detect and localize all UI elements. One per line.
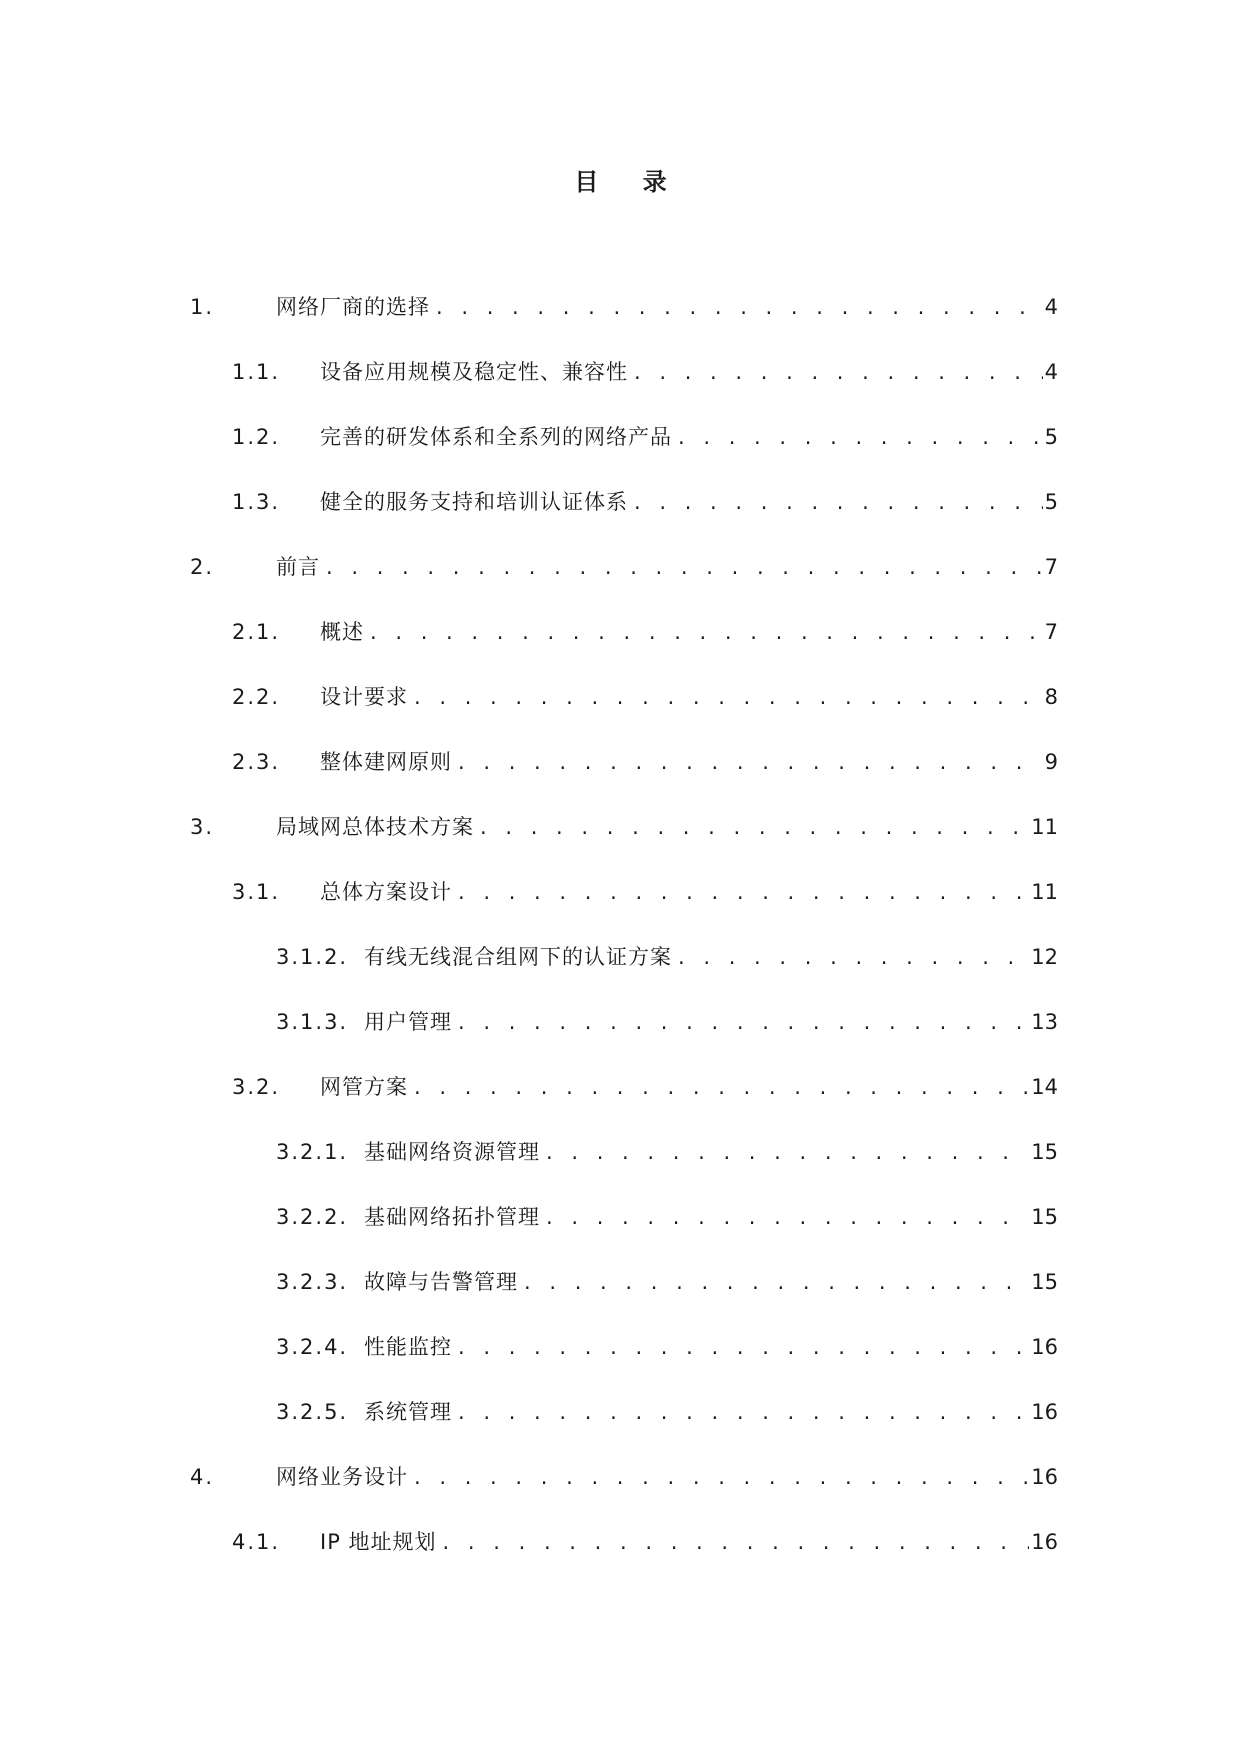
- toc-entry-page: 14: [1031, 1075, 1058, 1099]
- toc-entry-page: 5: [1044, 490, 1058, 514]
- toc-entry-number: 3.: [190, 815, 215, 839]
- toc-entry-label: 基础网络资源管理: [364, 1140, 540, 1164]
- toc-entry-page: 7: [1044, 620, 1058, 644]
- toc-dot-leader: [678, 422, 1043, 452]
- toc-dot-leader: [480, 812, 1029, 842]
- toc-entry-label: 用户管理: [364, 1010, 452, 1034]
- toc-entry-number: 3.2.4.: [276, 1335, 349, 1359]
- toc-entry-label: 故障与告警管理: [364, 1270, 518, 1294]
- toc-dot-leader: [414, 1072, 1029, 1102]
- toc-entry-label: 整体建网原则: [320, 750, 452, 774]
- toc-entry-number: 2.3.: [232, 750, 281, 774]
- toc-entry-page: 16: [1031, 1335, 1058, 1359]
- toc-entry-label: 前言: [276, 555, 320, 579]
- toc-entry[interactable]: [0, 487, 1241, 552]
- toc-entry-page: 16: [1031, 1530, 1058, 1554]
- toc-dot-leader: [443, 1527, 1030, 1557]
- toc-entry[interactable]: [0, 1462, 1241, 1527]
- toc-entry-label: IP 地址规划: [320, 1530, 437, 1554]
- toc-entry-page: 9: [1044, 750, 1058, 774]
- toc-entry-page: 12: [1031, 945, 1058, 969]
- toc-entry-label: 基础网络拓扑管理: [364, 1205, 540, 1229]
- toc-entry-page: 8: [1044, 685, 1058, 709]
- toc-title: 目 录: [574, 168, 685, 196]
- toc-entry-page: 5: [1044, 425, 1058, 449]
- toc-dot-leader: [546, 1137, 1029, 1167]
- toc-entry-label: 性能监控: [364, 1335, 452, 1359]
- toc-entry-number: 3.1.3.: [276, 1010, 349, 1034]
- toc-dot-leader: [458, 877, 1029, 907]
- toc-dot-leader: [414, 682, 1043, 712]
- toc-entry-page: 11: [1031, 815, 1058, 839]
- toc-entry-page: 4: [1044, 360, 1058, 384]
- toc-entry-number: 4.: [190, 1465, 215, 1489]
- toc-entry-label: 健全的服务支持和培训认证体系: [320, 490, 628, 514]
- toc-entry-number: 2.1.: [232, 620, 281, 644]
- toc-entry-number: 2.2.: [232, 685, 281, 709]
- toc-dot-leader: [678, 942, 1029, 972]
- toc-entry-number: 2.: [190, 555, 215, 579]
- toc-entry-page: 7: [1044, 555, 1058, 579]
- toc-entry[interactable]: [0, 292, 1241, 357]
- toc-entry-number: 3.2.2.: [276, 1205, 349, 1229]
- toc-entry[interactable]: [0, 552, 1241, 617]
- toc-entry-number: 3.1.2.: [276, 945, 349, 969]
- toc-entry-number: 3.2.5.: [276, 1400, 349, 1424]
- toc-entry-page: 4: [1044, 295, 1058, 319]
- toc-dot-leader: [458, 1397, 1029, 1427]
- toc-dot-leader: [370, 617, 1043, 647]
- toc-dot-leader: [546, 1202, 1029, 1232]
- toc-entry-number: 3.2.3.: [276, 1270, 349, 1294]
- toc-dot-leader: [458, 1332, 1029, 1362]
- toc-entry-page: 16: [1031, 1465, 1058, 1489]
- toc-entry[interactable]: [0, 812, 1241, 877]
- toc-entry[interactable]: [0, 1202, 1241, 1267]
- toc-entry-label: 设备应用规模及稳定性、兼容性: [320, 360, 628, 384]
- toc-entry-number: 3.2.1.: [276, 1140, 349, 1164]
- toc-entry-number: 1.3.: [232, 490, 281, 514]
- toc-entry[interactable]: [0, 1332, 1241, 1397]
- toc-entry-number: 3.2.: [232, 1075, 281, 1099]
- toc-entry[interactable]: [0, 747, 1241, 812]
- toc-entry[interactable]: [0, 1397, 1241, 1462]
- toc-entry-number: 1.1.: [232, 360, 281, 384]
- toc-dot-leader: [326, 552, 1043, 582]
- toc-entry-number: 1.2.: [232, 425, 281, 449]
- toc-dot-leader: [458, 1007, 1029, 1037]
- toc-entry-number: 4.1.: [232, 1530, 281, 1554]
- toc-entry-page: 15: [1031, 1140, 1058, 1164]
- toc-entry-label: 局域网总体技术方案: [276, 815, 474, 839]
- toc-entry[interactable]: [0, 877, 1241, 942]
- toc-list: [0, 292, 1241, 1592]
- toc-entry[interactable]: [0, 1072, 1241, 1137]
- toc-entry-label: 概述: [320, 620, 364, 644]
- toc-entry-label: 系统管理: [364, 1400, 452, 1424]
- toc-dot-leader: [634, 487, 1043, 517]
- toc-entry-number: 1.: [190, 295, 215, 319]
- toc-entry-label: 总体方案设计: [320, 880, 452, 904]
- toc-dot-leader: [414, 1462, 1029, 1492]
- toc-dot-leader: [524, 1267, 1029, 1297]
- toc-entry[interactable]: [0, 1007, 1241, 1072]
- toc-entry[interactable]: [0, 1267, 1241, 1332]
- toc-entry[interactable]: [0, 357, 1241, 422]
- toc-dot-leader: [436, 292, 1043, 322]
- toc-dot-leader: [634, 357, 1043, 387]
- toc-entry[interactable]: [0, 422, 1241, 487]
- toc-entry[interactable]: [0, 617, 1241, 682]
- toc-entry-label: 完善的研发体系和全系列的网络产品: [320, 425, 672, 449]
- toc-entry-page: 15: [1031, 1270, 1058, 1294]
- toc-entry[interactable]: [0, 1137, 1241, 1202]
- toc-entry-number: 3.1.: [232, 880, 281, 904]
- toc-entry-page: 11: [1031, 880, 1058, 904]
- toc-entry-label: 设计要求: [320, 685, 408, 709]
- toc-entry[interactable]: [0, 1527, 1241, 1592]
- toc-entry[interactable]: [0, 682, 1241, 747]
- toc-entry-page: 16: [1031, 1400, 1058, 1424]
- toc-entry-label: 网络厂商的选择: [276, 295, 430, 319]
- toc-entry-page: 15: [1031, 1205, 1058, 1229]
- toc-entry-page: 13: [1031, 1010, 1058, 1034]
- toc-entry[interactable]: [0, 942, 1241, 1007]
- toc-entry-label: 网络业务设计: [276, 1465, 408, 1489]
- toc-dot-leader: [458, 747, 1043, 777]
- toc-entry-label: 网管方案: [320, 1075, 408, 1099]
- toc-entry-label: 有线无线混合组网下的认证方案: [364, 945, 672, 969]
